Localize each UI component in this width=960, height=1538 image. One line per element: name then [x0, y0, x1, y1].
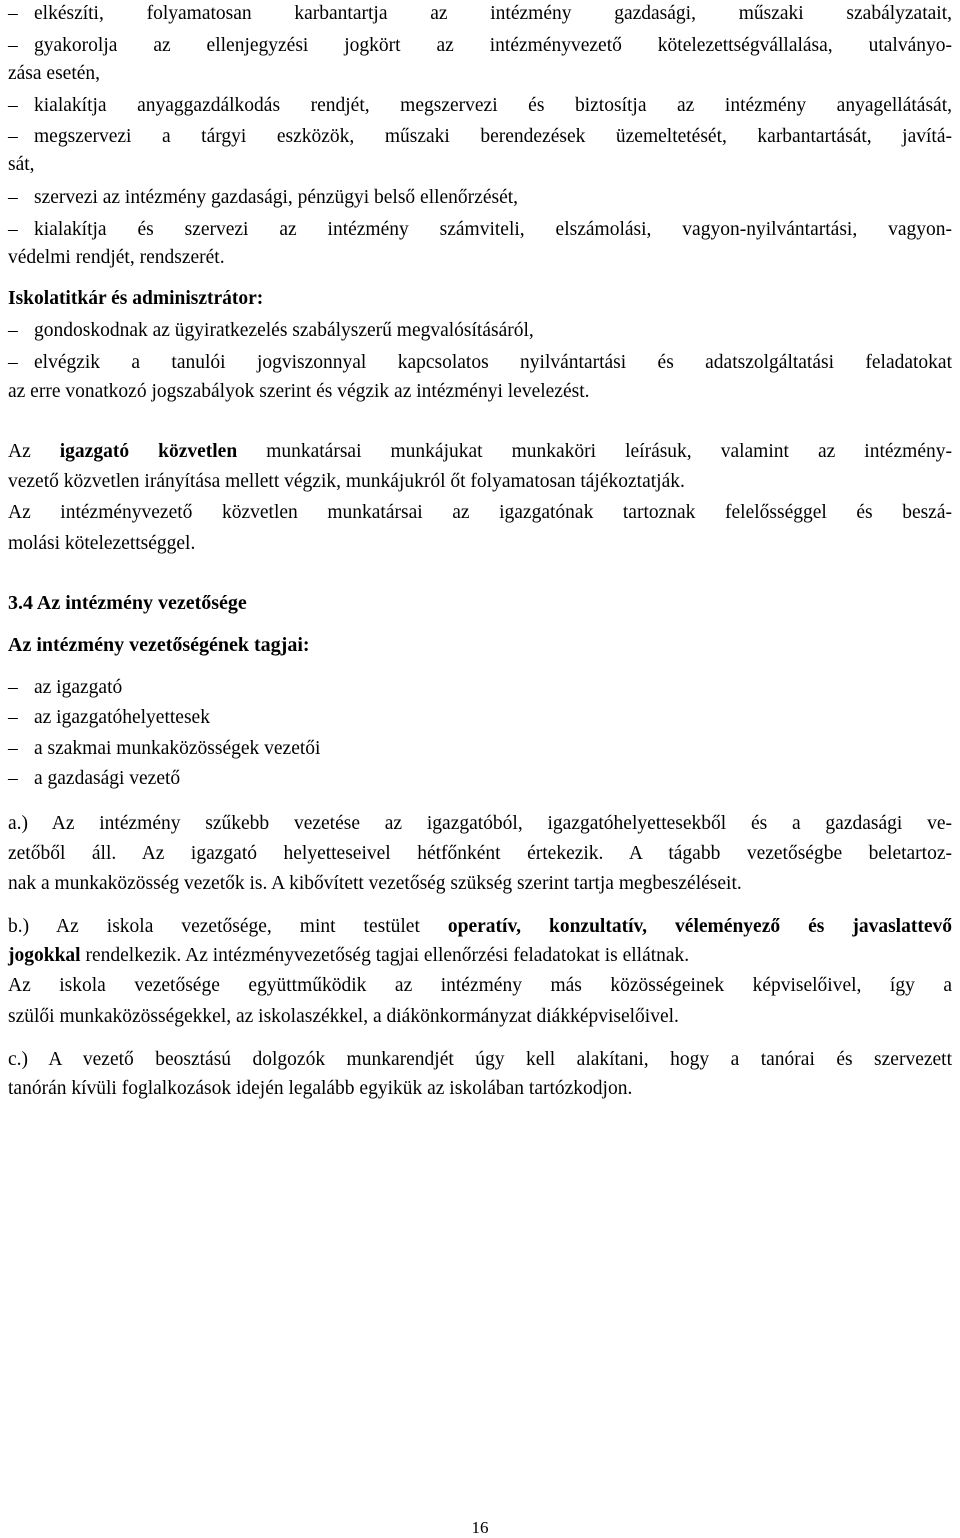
list-item-continuation: védelmi rendjét, rendszerét. [8, 247, 225, 268]
text-run: Az [8, 441, 60, 462]
dash-bullet: – [8, 738, 18, 759]
dash-bullet: – [8, 320, 18, 341]
dash-bullet: – [8, 352, 18, 373]
list-item-text: elvégzik a tanulói jogviszonnyal kapcsolatos nyilvántartási és adatszolgáltatási feladatokat [34, 352, 952, 373]
list-item [8, 737, 952, 761]
paragraph-line: zetőből áll. Az igazgató helyetteseivel hétfőnként értekezik. A tágabb vezetőségbe beletartoz- [8, 843, 952, 864]
list-item [8, 218, 952, 242]
list-item-text: az igazgató [34, 677, 123, 698]
list-item [8, 34, 952, 58]
dash-bullet: – [8, 187, 18, 208]
list-item [8, 2, 952, 26]
list-item-text: kialakítja és szervezi az intézmény számviteli, elszámolási, vagyon-nyilvántartási, vagyon- [34, 219, 952, 240]
list-item-text: szervezi az intézmény gazdasági, pénzügyi belső ellenőrzését, [34, 187, 519, 208]
paragraph-line: molási kötelezettséggel. [8, 533, 196, 554]
paragraph-line: vezető közvetlen irányítása mellett végzik, munkájukról őt folyamatosan tájékoztatják. [8, 471, 685, 492]
dash-bullet: – [8, 126, 18, 147]
section-subtitle: Az intézmény vezetőségének tagjai: [8, 634, 310, 656]
paragraph-line: tanórán kívüli foglalkozások idején legalább egyikük az iskolában tartózkodjon. [8, 1078, 633, 1099]
list-item [8, 319, 952, 343]
bold-text-run: operatív, konzultatív, véleményező és javaslattevő [447, 916, 952, 937]
bold-text-run: igazgató közvetlen [59, 441, 238, 462]
dash-bullet: – [8, 219, 18, 240]
list-item [8, 94, 952, 118]
paragraph-line: nak a munkaközösség vezetők is. A kibővített vezetőség szükség szerint tartja megbeszéléseit. [8, 873, 742, 894]
list-item [8, 706, 952, 730]
list-item-text: kialakítja anyaggazdálkodás rendjét, megszervezi és biztosítja az intézmény anyagellátását, [34, 95, 952, 116]
list-item-text: elkészíti, folyamatosan karbantartja az intézmény gazdasági, műszaki szabályzatait, [34, 3, 952, 24]
text-run: munkatársai munkájukat munkaköri leírásuk, valamint az intézmény- [237, 441, 952, 462]
list-item [8, 186, 952, 210]
list-item [8, 676, 952, 700]
list-item-text: a szakmai munkaközösségek vezetői [34, 738, 321, 759]
paragraph-line: Az iskola vezetősége együttműködik az intézmény más közösségeinek képviselőivel, így a [8, 975, 952, 996]
list-item-continuation: az erre vonatkozó jogszabályok szerint és végzik az intézményi levelezést. [8, 381, 590, 402]
paragraph-line [8, 944, 952, 968]
dash-bullet: – [8, 707, 18, 728]
page-number: 16 [471, 1518, 489, 1537]
section-title: 3.4 Az intézmény vezetősége [8, 592, 247, 614]
list-item-text: a gazdasági vezető [34, 768, 181, 789]
dash-bullet: – [8, 35, 18, 56]
list-item [8, 125, 952, 149]
text-run: b.) Az iskola vezetősége, mint testület [8, 916, 448, 937]
dash-bullet: – [8, 95, 18, 116]
paragraph-line: szülői munkaközösségekkel, az iskolaszékkel, a diákönkormányzat diákképviselőivel. [8, 1006, 679, 1027]
list-item-text: gondoskodnak az ügyiratkezelés szabályszerű megvalósításáról, [34, 320, 534, 341]
list-item-text: megszervezi a tárgyi eszközök, műszaki berendezések üzemeltetését, karbantartását, javítá- [34, 126, 952, 147]
dash-bullet: – [8, 768, 18, 789]
list-item [8, 351, 952, 375]
paragraph-line [8, 915, 952, 939]
dash-bullet: – [8, 677, 18, 698]
list-item-continuation: zása esetén, [8, 63, 101, 84]
list-item-text: gyakorolja az ellenjegyzési jogkört az intézményvezető kötelezettségvállalása, utalványo- [34, 35, 952, 56]
text-run: rendelkezik. Az intézményvezetőség tagjai ellenőrzési feladatokat is ellátnak. [80, 945, 690, 966]
paragraph-line [8, 440, 952, 464]
list-item-text: az igazgatóhelyettesek [34, 707, 210, 728]
list-item-continuation: sát, [8, 154, 35, 175]
secretary-heading: Iskolatitkár és adminisztrátor: [8, 288, 264, 309]
paragraph-line: c.) A vezető beosztású dolgozók munkarendjét úgy kell alakítani, hogy a tanórai és szervezett [8, 1049, 952, 1070]
paragraph-line: Az intézményvezető közvetlen munkatársai az igazgatónak tartoznak felelősséggel és beszá- [8, 502, 952, 523]
dash-bullet: – [8, 3, 18, 24]
list-item [8, 767, 952, 791]
bold-text-run: jogokkal [8, 945, 81, 966]
paragraph-line: a.) Az intézmény szűkebb vezetése az igazgatóból, igazgatóhelyettesekből és a gazdasági ve- [8, 813, 952, 834]
